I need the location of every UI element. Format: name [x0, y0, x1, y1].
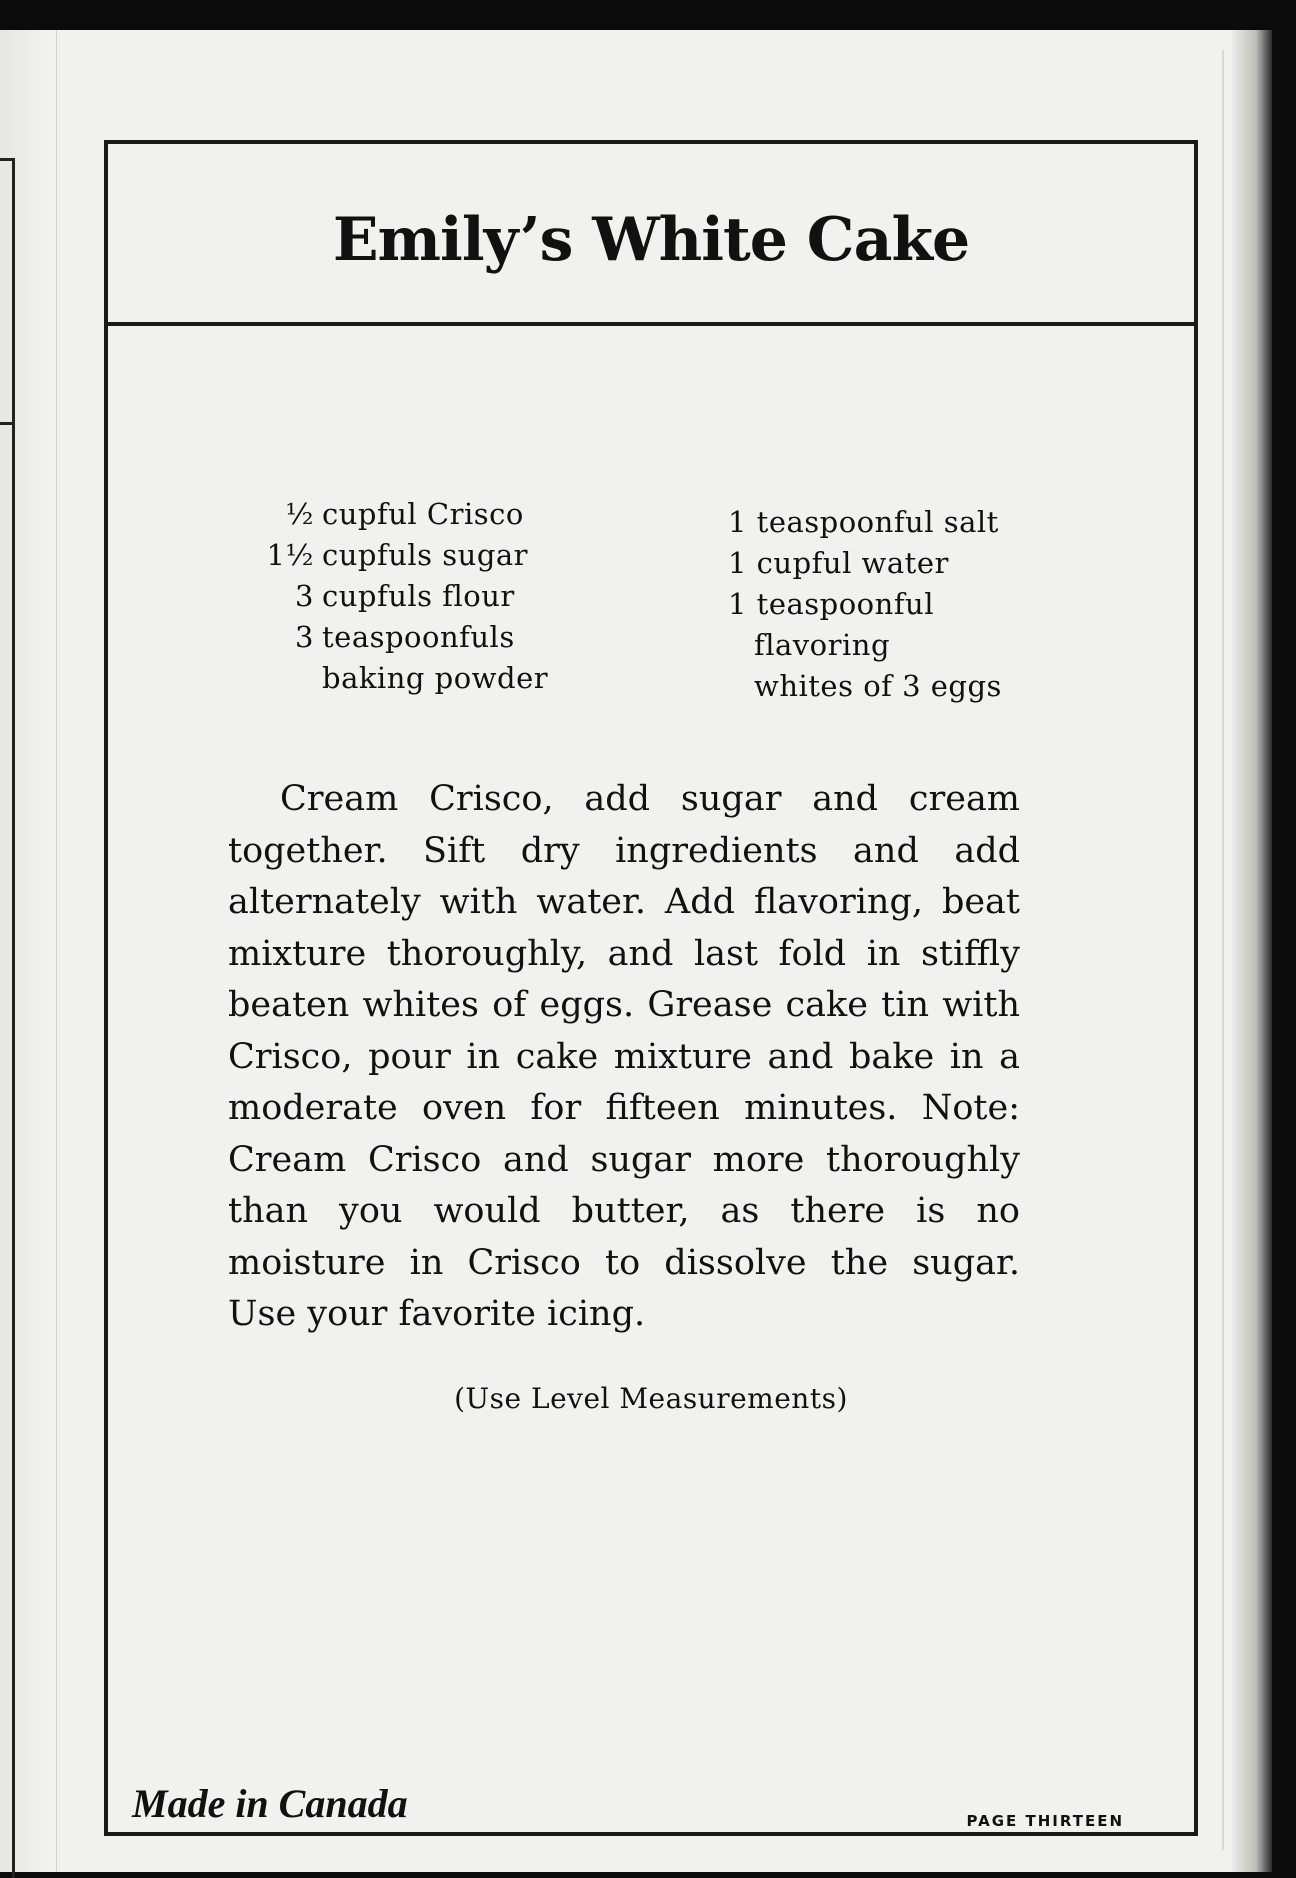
- ingredient-line: [256, 658, 596, 699]
- scanned-page: [0, 30, 1272, 1872]
- ingredient-quantity: 3: [295, 620, 314, 654]
- ingredient-text: teaspoonfuls: [322, 620, 515, 654]
- ingredient-line: flavoring: [754, 628, 891, 662]
- ingredients-left-column: [256, 494, 596, 699]
- ingredient-line: [256, 576, 596, 617]
- ingredient-line: whites of 3 eggs: [754, 669, 1002, 703]
- previous-page-frame-line: [0, 158, 12, 161]
- ingredient-text: cupfuls flour: [322, 579, 515, 613]
- ingredient-text: cupfuls sugar: [322, 538, 529, 572]
- title-band: [108, 144, 1194, 326]
- ingredient-quantity: 3: [295, 579, 314, 613]
- page-fold-line: [1222, 50, 1224, 1850]
- ingredient-text: baking powder: [322, 661, 549, 695]
- ingredient-line: 1 teaspoonful salt: [728, 505, 999, 539]
- ingredient-line: [256, 494, 596, 535]
- ingredient-text: cupful Crisco: [322, 497, 524, 531]
- recipe-instructions: Cream Crisco, add sugar and cream together. Sift dry ingredients and add alternately with water. Add flavoring, beat mixture thoroughly, and last fold in stiffly beaten whites of eggs. Grease cake tin with Crisco, pour in cake mixture and bake in a moderate oven for fifteen minutes. Note: Cream Crisco and sugar more thoroughly than you would butter, as there is no moisture in Crisco to dissolve the sugar. Use your favorite icing.: [228, 779, 1020, 1334]
- ingredient-line: [256, 617, 596, 658]
- ingredient-line: [256, 535, 596, 576]
- ingredient-quantity: 1½: [266, 538, 314, 572]
- book-binding-edge: [1232, 30, 1272, 1872]
- ingredient-quantity: ½: [285, 497, 314, 531]
- previous-page-frame-line: [0, 422, 12, 425]
- origin-label: Made in Canada: [132, 1781, 408, 1826]
- recipe-frame: [104, 140, 1198, 1836]
- measurement-note: (Use Level Measurements): [454, 1382, 848, 1415]
- ingredient-line: 1 cupful water: [728, 546, 949, 580]
- recipe-title: Emily’s White Cake: [332, 205, 970, 275]
- previous-page-frame-edge: [0, 158, 15, 1878]
- ingredient-line: 1 teaspoonful: [728, 587, 935, 621]
- page-number: PAGE THIRTEEN: [966, 1812, 1124, 1830]
- ingredients-right-column: [728, 502, 1058, 707]
